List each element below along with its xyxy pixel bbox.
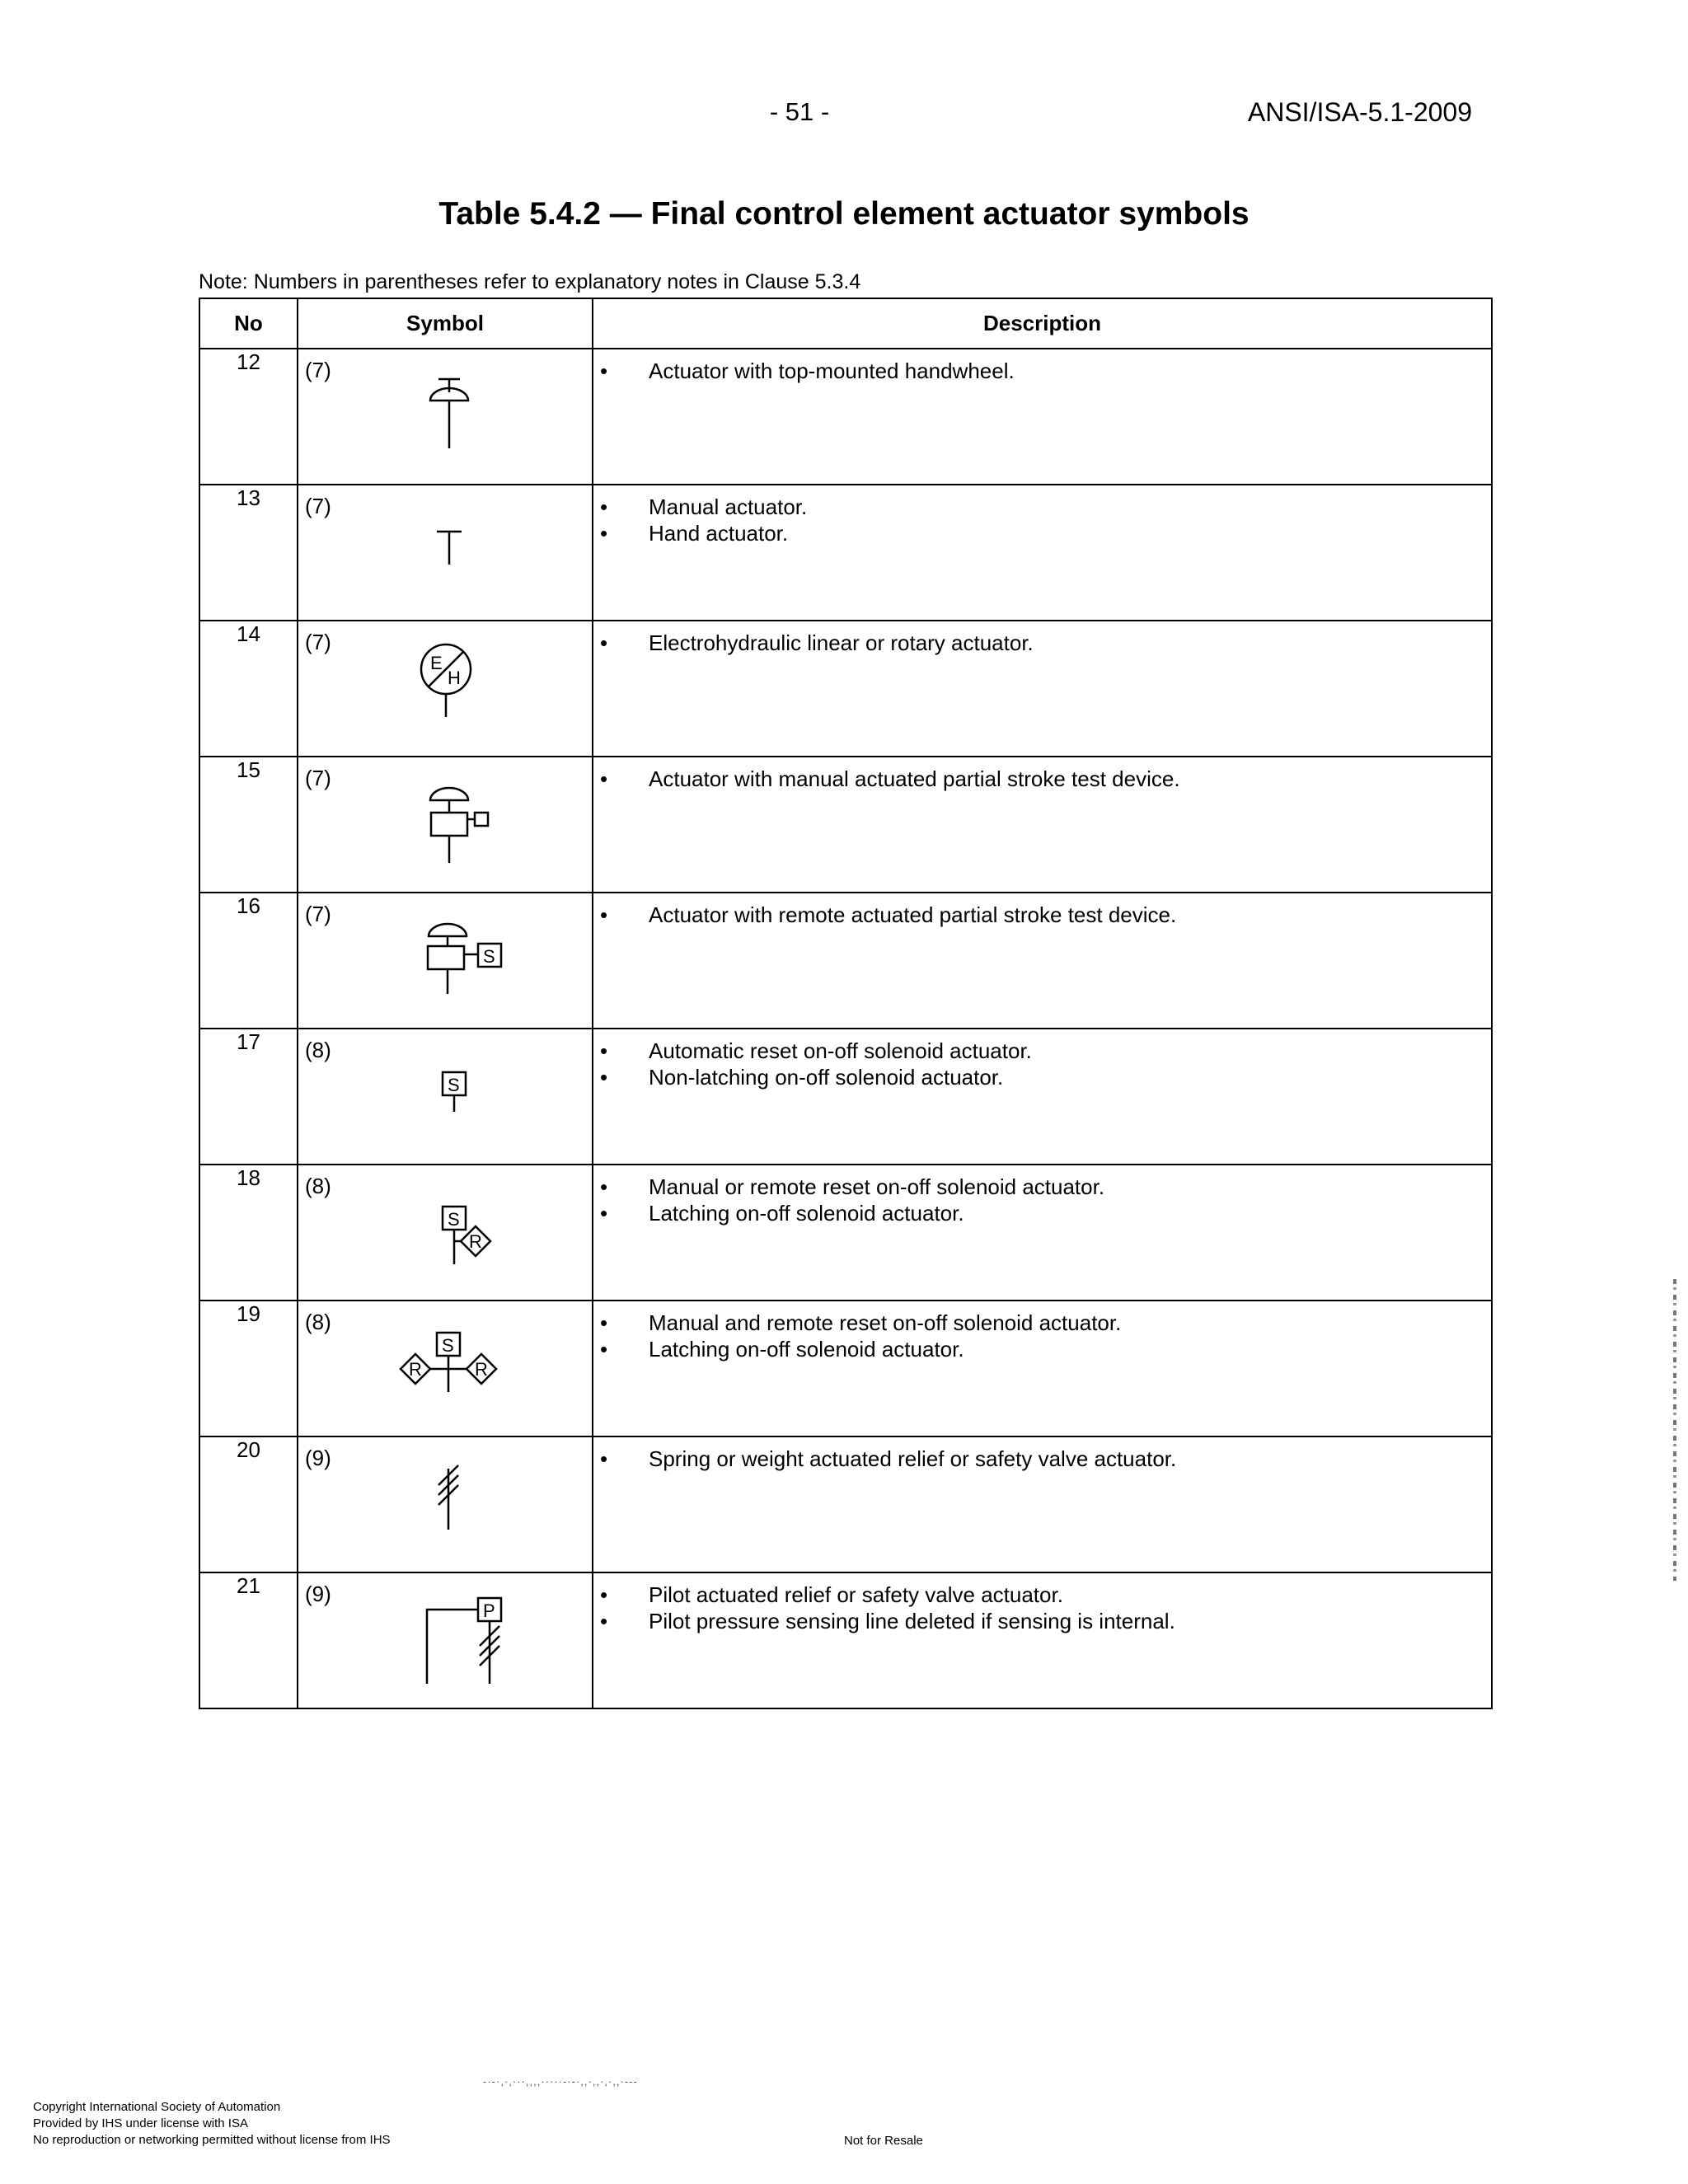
table-title: Table 5.4.2 — Final control element actuator symbols bbox=[438, 196, 1250, 232]
symbol-cell bbox=[298, 621, 593, 757]
actuator-symbols-table bbox=[199, 298, 1493, 1709]
side-margin-mark bbox=[1673, 1279, 1676, 1581]
table-header-row bbox=[199, 298, 1492, 349]
list-item: • Automatic reset on-off solenoid actuator. bbox=[600, 1038, 1032, 1063]
note-reference: (7) bbox=[305, 630, 331, 654]
row-number: 14 bbox=[199, 621, 298, 757]
description-cell bbox=[593, 1301, 1492, 1436]
list-item: • Pilot actuated relief or safety valve actuator. bbox=[600, 1582, 1063, 1607]
note-reference: (7) bbox=[305, 358, 331, 382]
list-item: • Actuator with remote actuated partial stroke test device. bbox=[600, 902, 1177, 927]
row-number: 15 bbox=[199, 757, 298, 893]
table-row bbox=[199, 1436, 1492, 1572]
note-reference: (7) bbox=[305, 902, 331, 926]
symbol-cell bbox=[298, 1029, 593, 1165]
note-reference: (9) bbox=[305, 1446, 331, 1470]
symbol-cell bbox=[298, 1301, 593, 1436]
symbol-cell bbox=[298, 1165, 593, 1301]
note-reference: (8) bbox=[305, 1038, 331, 1062]
not-for-resale: Not for Resale bbox=[844, 2134, 923, 2148]
scan-artifact: -·-·,·,···,,,,·····-·-·,,·,,·,·,,·--- bbox=[483, 2075, 638, 2088]
note-reference: (9) bbox=[305, 1582, 331, 1606]
table-row bbox=[199, 621, 1492, 757]
row-number: 21 bbox=[199, 1572, 298, 1708]
table-row bbox=[199, 1165, 1492, 1301]
list-item: • Spring or weight actuated relief or safety valve actuator. bbox=[600, 1446, 1177, 1471]
list-item: • Manual actuator. bbox=[600, 494, 808, 519]
description-cell bbox=[593, 485, 1492, 621]
table-row bbox=[199, 1572, 1492, 1708]
row-number: 13 bbox=[199, 485, 298, 621]
description-cell bbox=[593, 1436, 1492, 1572]
symbol-cell bbox=[298, 893, 593, 1029]
symbol-cell bbox=[298, 485, 593, 621]
table-row bbox=[199, 485, 1492, 621]
handwheel-actuator-icon bbox=[298, 349, 593, 484]
solenoid-reset-actuator-icon bbox=[298, 1165, 593, 1300]
note-reference: (8) bbox=[305, 1174, 331, 1198]
header-no: No bbox=[199, 298, 298, 349]
header-description: Description bbox=[593, 298, 1492, 349]
symbol-cell bbox=[298, 349, 593, 485]
description-cell bbox=[593, 621, 1492, 757]
svg-text:P: P bbox=[483, 1601, 495, 1621]
list-item: • Pilot pressure sensing line deleted if sensing is internal. bbox=[600, 1609, 1175, 1633]
note-reference: (7) bbox=[305, 494, 331, 518]
svg-text:E: E bbox=[430, 653, 443, 673]
row-number: 16 bbox=[199, 893, 298, 1029]
svg-text:R: R bbox=[409, 1359, 422, 1380]
svg-text:R: R bbox=[469, 1231, 482, 1252]
symbol-cell bbox=[298, 757, 593, 893]
note-reference: (7) bbox=[305, 766, 331, 790]
list-item: • Actuator with manual actuated partial stroke test device. bbox=[600, 766, 1180, 791]
pilot-relief-actuator-icon bbox=[298, 1573, 593, 1708]
svg-text:S: S bbox=[483, 946, 495, 967]
document-id: ANSI/ISA-5.1-2009 bbox=[1247, 97, 1472, 127]
footer-line: No reproduction or networking permitted without license from IHS bbox=[33, 2133, 391, 2147]
row-number: 18 bbox=[199, 1165, 298, 1301]
list-item: • Manual and remote reset on-off solenoid actuator. bbox=[600, 1310, 1122, 1335]
description-cell bbox=[593, 757, 1492, 893]
description-cell bbox=[593, 1165, 1492, 1301]
description-cell bbox=[593, 349, 1492, 485]
list-item: • Hand actuator. bbox=[600, 521, 789, 546]
svg-text:H: H bbox=[448, 668, 461, 688]
table-row bbox=[199, 349, 1492, 485]
list-item: • Manual or remote reset on-off solenoid actuator. bbox=[600, 1174, 1105, 1199]
footer-line: Provided by IHS under license with ISA bbox=[33, 2116, 248, 2130]
description-cell bbox=[593, 1029, 1492, 1165]
remote-partial-stroke-actuator-icon bbox=[298, 893, 593, 1028]
copyright-footer bbox=[33, 2099, 391, 2149]
description-cell bbox=[593, 893, 1492, 1029]
table-row bbox=[199, 757, 1492, 893]
manual-partial-stroke-actuator-icon bbox=[298, 757, 593, 892]
page-number: - 51 - bbox=[769, 97, 830, 126]
list-item: • Actuator with top-mounted handwheel. bbox=[600, 359, 1015, 383]
row-number: 12 bbox=[199, 349, 298, 485]
header-symbol: Symbol bbox=[298, 298, 593, 349]
table-note: Note: Numbers in parentheses refer to explanatory notes in Clause 5.3.4 bbox=[199, 270, 861, 293]
svg-text:S: S bbox=[448, 1075, 460, 1095]
note-reference: (8) bbox=[305, 1310, 331, 1334]
footer-line: Copyright International Society of Automation bbox=[33, 2100, 281, 2114]
symbol-cell bbox=[298, 1436, 593, 1572]
symbol-cell bbox=[298, 1572, 593, 1708]
svg-text:S: S bbox=[448, 1209, 460, 1230]
table-row bbox=[199, 893, 1492, 1029]
row-number: 17 bbox=[199, 1029, 298, 1165]
row-number: 20 bbox=[199, 1436, 298, 1572]
spring-relief-actuator-icon bbox=[298, 1437, 593, 1572]
table-row bbox=[199, 1029, 1492, 1165]
row-number: 19 bbox=[199, 1301, 298, 1436]
electrohydraulic-actuator-icon bbox=[298, 621, 593, 756]
list-item: • Latching on-off solenoid actuator. bbox=[600, 1337, 964, 1361]
solenoid-actuator-icon bbox=[298, 1029, 593, 1164]
svg-text:S: S bbox=[442, 1335, 454, 1356]
solenoid-dual-reset-actuator-icon bbox=[298, 1301, 593, 1436]
list-item: • Non-latching on-off solenoid actuator. bbox=[600, 1065, 1004, 1090]
list-item: • Latching on-off solenoid actuator. bbox=[600, 1201, 964, 1226]
list-item: • Electrohydraulic linear or rotary actuator. bbox=[600, 630, 1034, 655]
svg-text:R: R bbox=[475, 1359, 488, 1380]
description-cell bbox=[593, 1572, 1492, 1708]
manual-actuator-icon bbox=[298, 485, 593, 620]
table-row bbox=[199, 1301, 1492, 1436]
